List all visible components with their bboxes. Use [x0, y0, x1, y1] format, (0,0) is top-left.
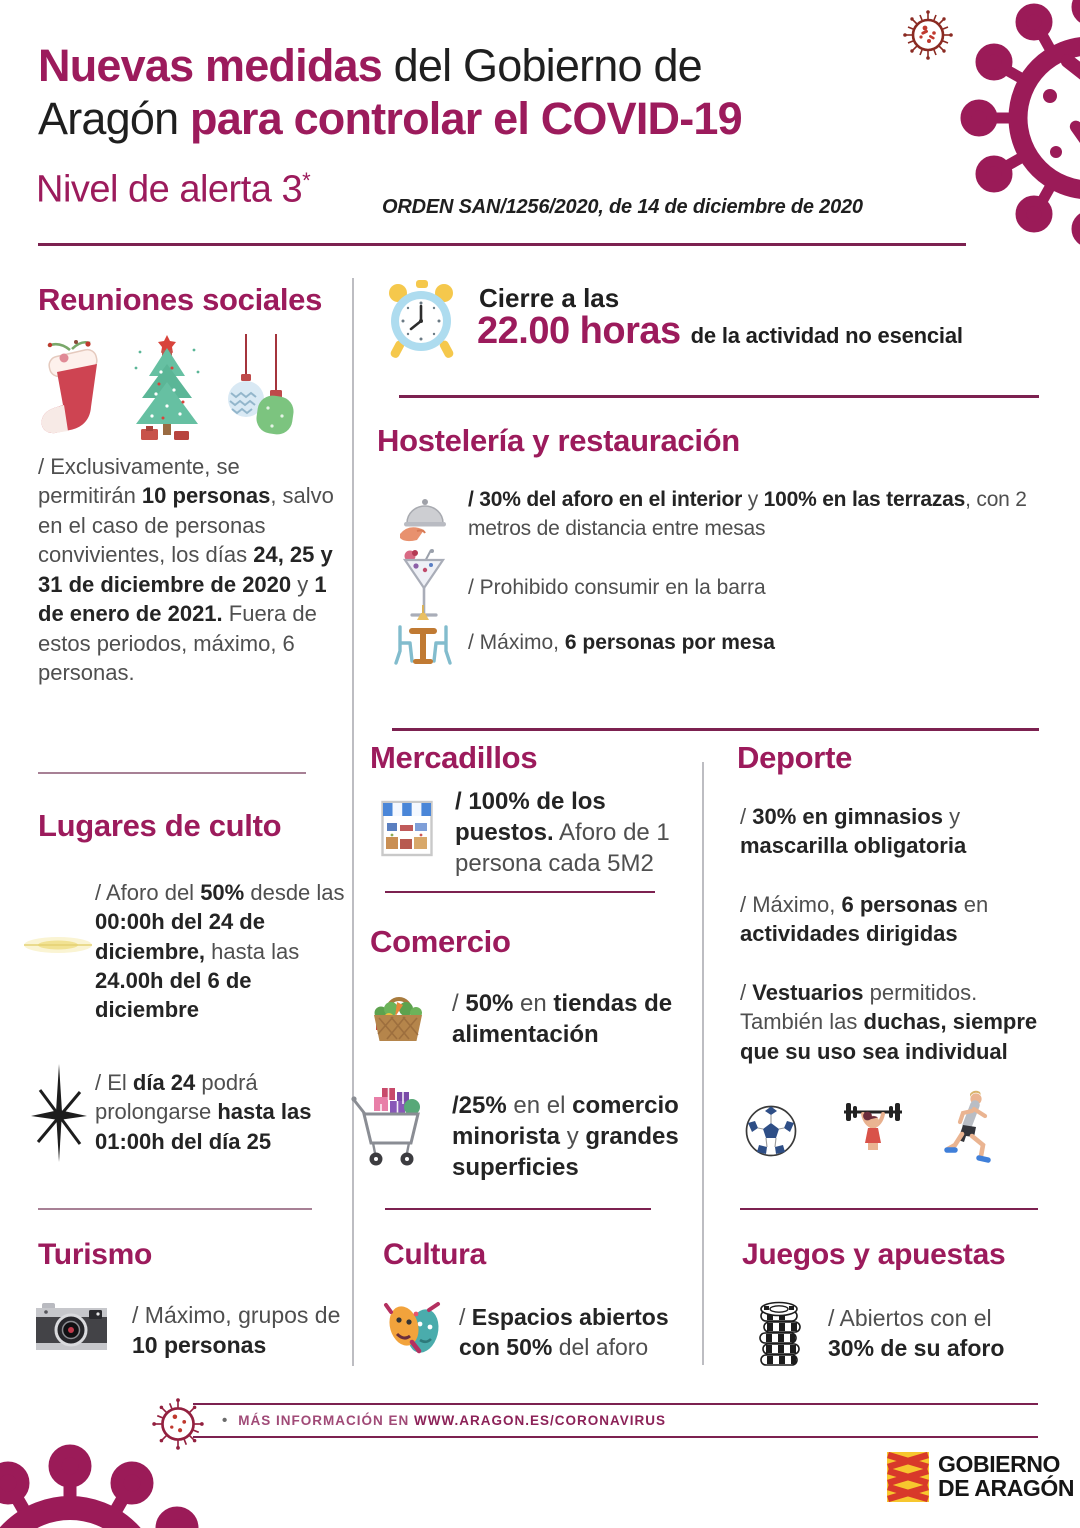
deporte-item-2: / Máximo, 6 personas en actividades dirigidas [740, 892, 989, 947]
comercio-item-1: / 50% en tiendas de alimentación [452, 990, 673, 1049]
ornaments-icon [226, 334, 294, 444]
virus-icon [0, 1428, 215, 1528]
alert-level: Nivel de alerta 3* [36, 168, 311, 211]
alert-asterisk: * [302, 168, 311, 193]
page-title-line2: Aragón para controlar el COVID-19 [38, 92, 742, 144]
footer-divider-top [193, 1403, 1038, 1405]
closure-line2 [477, 310, 963, 353]
footer-divider-bottom [193, 1436, 1038, 1438]
virus-icon [938, 0, 1080, 245]
serving-cloche-icon [397, 487, 453, 543]
section-divider [38, 1208, 312, 1210]
bethlehem-star-icon [28, 1062, 90, 1170]
section-title-comercio: Comercio [370, 924, 511, 959]
section-title-culto: Lugares de culto [38, 808, 282, 843]
cultura-text: / Espacios abiertos con 50% del aforo [459, 1304, 669, 1361]
turismo-text: / Máximo, grupos de 10 personas [132, 1302, 341, 1359]
footer-info [222, 1412, 666, 1429]
closure-time: 22.00 horas [477, 310, 681, 352]
footer-info-url: WWW.ARAGON.ES/CORONAVIRUS [414, 1413, 667, 1428]
section-divider [399, 395, 1039, 398]
section-title-turismo: Turismo [38, 1238, 153, 1271]
comercio-item-2: /25% en el comercio minorista y grandes superficies [452, 1092, 679, 1182]
alarm-clock-icon [383, 278, 461, 362]
christmas-tree-icon [128, 332, 206, 446]
culto-item-1: / Aforo del 50% desde las 00:00h del 24 de diciembre, hasta las 24.00h del 6 de diciembre [95, 880, 345, 1022]
table-chairs-icon [391, 605, 455, 667]
deporte-item-3: / Vestuarios permitidos. También las duchas, siempre que su uso sea individual [740, 980, 1038, 1064]
section-divider [38, 772, 306, 774]
market-stall-icon [381, 797, 433, 857]
header-divider [38, 243, 966, 246]
culto-item-2: / El día 24 podrá prolongarse hasta las 01:00h del día 25 [95, 1070, 312, 1154]
runner-icon [944, 1090, 1000, 1168]
section-divider [385, 891, 655, 893]
grocery-basket-icon [369, 982, 427, 1044]
section-title-reuniones: Reuniones sociales [38, 282, 323, 317]
christmas-stocking-icon [36, 334, 106, 444]
government-logo [938, 1453, 1074, 1501]
order-reference: ORDEN SAN/1256/2020, de 14 de diciembre de 2020 [382, 196, 863, 218]
closure-suffix: de la actividad no esencial [690, 323, 963, 348]
page-title [38, 40, 888, 145]
deporte-item-1: / 30% en gimnasios y mascarilla obligatoria [740, 804, 967, 859]
logo-line-2: DE ARAGÓN [938, 1474, 1075, 1501]
closure-prefix: Cierre a las [479, 283, 620, 313]
mercadillos-text: / 100% de los puestos. Aforo de 1 persona cada 5M2 [455, 788, 670, 878]
camera-icon [34, 1296, 110, 1358]
aragon-flag-icon [886, 1452, 930, 1502]
footer-info-prefix: MÁS INFORMACIÓN EN [238, 1413, 415, 1428]
section-title-mercadillos: Mercadillos [370, 740, 538, 775]
weightlifter-icon [840, 1096, 906, 1164]
section-title-deporte: Deporte [737, 740, 853, 775]
light-glow-icon [20, 915, 96, 975]
section-divider [385, 1208, 651, 1210]
page-title-line1: Nuevas medidas del Gobierno de [38, 40, 702, 91]
theater-masks-icon [382, 1296, 446, 1360]
section-title-hosteleria: Hostelería y restauración [377, 423, 740, 458]
logo-line-1: GOBIERNO [938, 1451, 1061, 1477]
shopping-cart-icon [351, 1084, 429, 1170]
section-divider [392, 728, 1039, 731]
poker-chips-icon [752, 1297, 806, 1369]
column-divider-left [352, 278, 354, 1366]
section-title-cultura: Cultura [383, 1238, 486, 1271]
footer-bullet: • [222, 1412, 229, 1429]
football-icon [744, 1104, 798, 1158]
section-title-juegos: Juegos y apuestas [742, 1238, 1006, 1271]
juegos-text: / Abiertos con el 30% de su aforo [828, 1305, 1005, 1362]
reuniones-body: / Exclusivamente, se permitirán 10 personas, salvo en el caso de personas convivientes, los días 24, 25 y 31 de diciembre de 2020 y 1 de enero de 2021. Fuera de estos periodos, máximo, 6 personas. [38, 454, 334, 686]
hosteleria-item-3: / Máximo, 6 personas por mesa [468, 631, 775, 654]
section-divider [740, 1208, 1038, 1210]
hosteleria-item-2: / Prohibido consumir en la barra [468, 576, 766, 599]
hosteleria-item-1: / 30% del aforo en el interior y 100% en las terrazas, con 2 metros de distancia entre mesas [468, 488, 1027, 540]
